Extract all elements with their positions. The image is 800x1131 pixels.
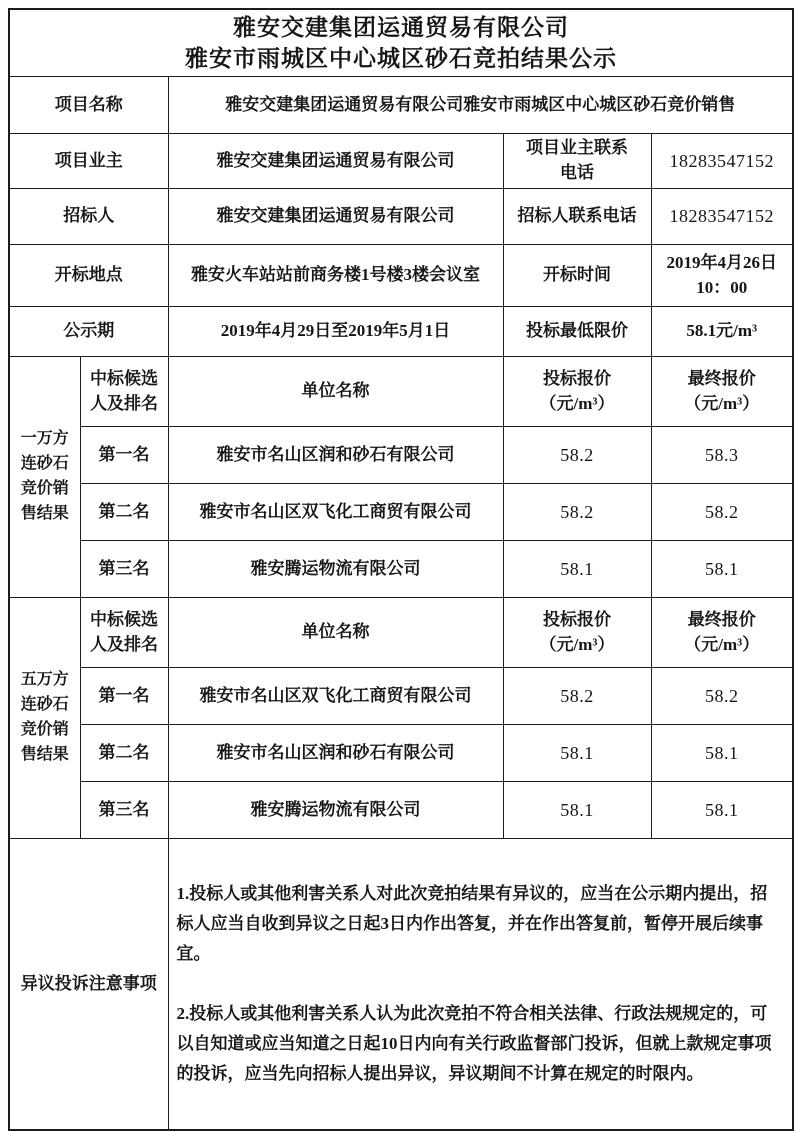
section1-row3-bid: 58.1 — [503, 541, 651, 598]
tenderee-label: 招标人 — [9, 189, 168, 245]
tenderee-phone-label: 招标人联系电话 — [503, 189, 651, 245]
section2-row2-rank: 第二名 — [80, 725, 168, 782]
section1-row1-company: 雅安市名山区润和砂石有限公司 — [168, 427, 503, 484]
section2-row3-company: 雅安腾运物流有限公司 — [168, 782, 503, 839]
table-row — [9, 427, 793, 484]
project-name-label: 项目名称 — [9, 77, 168, 134]
section2-bid-header: 投标报价 （元/m³） — [503, 598, 651, 668]
section2-row1-final: 58.2 — [651, 668, 793, 725]
opening-time-value: 2019年4月26日 10：00 — [651, 245, 793, 307]
section2-row2-company: 雅安市名山区润和砂石有限公司 — [168, 725, 503, 782]
notes-label: 异议投诉注意事项 — [9, 839, 168, 1131]
opening-place-label: 开标地点 — [9, 245, 168, 307]
section2-company-header: 单位名称 — [168, 598, 503, 668]
section2-label: 五万方连砂石竞价销售结果 — [9, 598, 80, 839]
section1-row1-rank: 第一名 — [80, 427, 168, 484]
section1-row3-rank: 第三名 — [80, 541, 168, 598]
owner-phone-value: 18283547152 — [651, 134, 793, 189]
opening-time-label: 开标时间 — [503, 245, 651, 307]
project-name-value: 雅安交建集团运通贸易有限公司雅安市雨城区中心城区砂石竞价销售 — [168, 77, 793, 134]
table-row — [9, 725, 793, 782]
section2-rank-header: 中标候选 人及排名 — [80, 598, 168, 668]
section1-rank-header: 中标候选 人及排名 — [80, 357, 168, 427]
publicity-period-value: 2019年4月29日至2019年5月1日 — [168, 307, 503, 357]
section1-bid-header: 投标报价 （元/m³） — [503, 357, 651, 427]
table-row — [9, 541, 793, 598]
section1-row2-bid: 58.2 — [503, 484, 651, 541]
section1-row2-company: 雅安市名山区双飞化工商贸有限公司 — [168, 484, 503, 541]
opening-place-value: 雅安火车站站前商务楼1号楼3楼会议室 — [168, 245, 503, 307]
table-row — [9, 782, 793, 839]
min-price-label: 投标最低限价 — [503, 307, 651, 357]
min-price-value: 58.1元/m³ — [651, 307, 793, 357]
notes-paragraph-2: 2.投标人或其他利害关系人认为此次竞拍不符合相关法律、行政法规规定的，可以自知道或应当知道之日起10日内向有关行政监督部门投诉，但就上款规定事项的投诉，应当先向招标人提出异议，异议期间不计算在规定的时限内。 — [176, 1004, 772, 1083]
owner-value: 雅安交建集团运通贸易有限公司 — [168, 134, 503, 189]
section2-row1-rank: 第一名 — [80, 668, 168, 725]
document-title — [9, 9, 793, 77]
section2-row2-final: 58.1 — [651, 725, 793, 782]
section1-company-header: 单位名称 — [168, 357, 503, 427]
section2-row2-bid: 58.1 — [503, 725, 651, 782]
table-row — [9, 484, 793, 541]
owner-phone-label: 项目业主联系 电话 — [503, 134, 651, 189]
document-title-line1: 雅安交建集团运通贸易有限公司 — [233, 15, 570, 40]
document-title-line2: 雅安市雨城区中心城区砂石竞拍结果公示 — [185, 46, 618, 71]
section2-final-header: 最终报价 （元/m³） — [651, 598, 793, 668]
section1-final-header: 最终报价 （元/m³） — [651, 357, 793, 427]
section2-row1-bid: 58.2 — [503, 668, 651, 725]
section2-row3-bid: 58.1 — [503, 782, 651, 839]
section2-row3-final: 58.1 — [651, 782, 793, 839]
table-row — [9, 668, 793, 725]
publicity-period-label: 公示期 — [9, 307, 168, 357]
notes-paragraph-1: 1.投标人或其他利害关系人对此次竞拍结果有异议的，应当在公示期内提出，招标人应当自收到异议之日起3日内作出答复，并在作出答复前，暂停开展后续事宜。 — [176, 884, 768, 963]
section1-label: 一万方连砂石竞价销售结果 — [9, 357, 80, 598]
tenderee-value: 雅安交建集团运通贸易有限公司 — [168, 189, 503, 245]
section1-row1-bid: 58.2 — [503, 427, 651, 484]
section1-row1-final: 58.3 — [651, 427, 793, 484]
notes-content — [168, 839, 793, 1131]
section2-row1-company: 雅安市名山区双飞化工商贸有限公司 — [168, 668, 503, 725]
tenderee-phone-value: 18283547152 — [651, 189, 793, 245]
section2-row3-rank: 第三名 — [80, 782, 168, 839]
section1-row3-final: 58.1 — [651, 541, 793, 598]
owner-label: 项目业主 — [9, 134, 168, 189]
section1-row2-final: 58.2 — [651, 484, 793, 541]
section1-row3-company: 雅安腾运物流有限公司 — [168, 541, 503, 598]
bid-results-table — [8, 8, 794, 1131]
section1-row2-rank: 第二名 — [80, 484, 168, 541]
